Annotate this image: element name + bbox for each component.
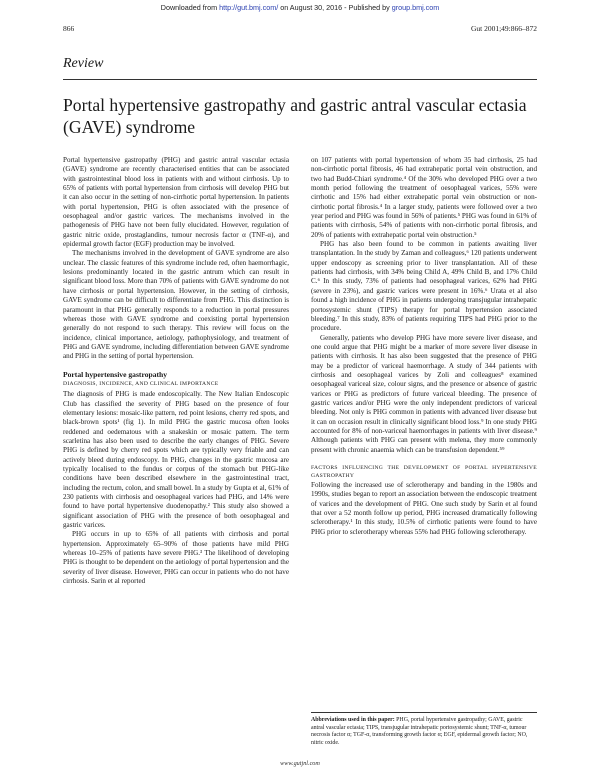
paragraph: on 107 patients with portal hypertension of whom 35 had cirrhosis, 25 had non-cirrhotic portal fibrosis, 46 had extrahepatic portal vein obstruction, and two had Budd-Chiari syndrome.⁴ Of the 30% who developed PHG over a two month period following the treatment of oesophageal varices, 55% were cirrhotic and 15% had either extrahepatic portal vein obstruction or non-cirrhotic portal fibrosis.⁴ In a larger study, patients were followed over a two year period and PHG was found in 56% of patients.⁵ PHG was found in 61% of patients with cirrhosis, 54% of patients with non-cirrhotic portal fibrosis, and 20% of patients with extrahepatic portal vein obstruction.⁵: [311, 156, 537, 239]
paragraph: PHG occurs in up to 65% of all patients with cirrhosis and portal hypertension. Approximately 65–90% of those patients have mild PHG whereas 10–25% of patients have severe PHG.³ The likelihood of developing PHG is thought to be dependent on the aetiology of portal hypertension and the severity of liver disease. However, PHG can occur in patients who do not have cirrhosis. Sarin et al reported: [63, 530, 289, 586]
publisher-link[interactable]: group.bmj.com: [391, 3, 440, 12]
footer-site[interactable]: www.gutjnl.com: [280, 760, 320, 767]
subsection-heading: FACTORS INFLUENCING THE DEVELOPMENT OF PORTAL HYPERTENSIVE GASTROPATHY: [311, 465, 537, 479]
article-title: Portal hypertensive gastropathy and gastric antral vascular ectasia (GAVE) syndrome: [63, 95, 527, 137]
section-heading: Portal hypertensive gastropathy: [63, 369, 168, 379]
paragraph: Generally, patients who develop PHG have more severe liver disease, and one could argue that PHG might be a marker of more severe liver disease in patients with cirrhosis. It has also been suggested that the presence of PHG may be a predictor of variceal haemorrhage. A study of 344 patients with cirrhosis and oesophageal varices by Zoli and colleagues⁸ examined oesophageal variceal size, colour signs, and the presence or absence of gastric varices or PHG as predictors of future variceal bleeding. The presence of gastric varices and/or PHG were the only independent predictors of variceal bleeding. Not only is PHG common in patients with advanced liver disease but it can on occasion result in clinically significant blood loss.⁹ In one study PHG accounted for 8% of non-variceal haemorrhages in patients with liver disease.⁹ Although patients with PHG can present with melena, they more commonly present with chronic anaemia which can be transfusion dependent.⁵⁹: [311, 333, 537, 454]
download-prefix: Downloaded from: [160, 3, 220, 12]
journal-citation: Gut 2001;49:866–872: [470, 24, 537, 33]
abbreviations-text: PHG, portal hypertensive gastropathy; GAVE, gastric antral vascular ectasia; TIPS, transjugular intrahepatic portosystemic shunt; TNF-α, tumour necrosis factor α; TGF-α, transforming growth factor α; EGF, epidermal growth factor; NO, nitric oxide.: [311, 717, 528, 747]
site-link[interactable]: http://gut.bmj.com/: [219, 3, 279, 12]
page-number: 866: [63, 24, 75, 33]
abbreviations-label: Abbreviations used in this paper:: [311, 717, 395, 723]
paragraph: Portal hypertensive gastropathy (PHG) and gastric antral vascular ectasia (GAVE) syndrome are recently characterised entities that can be associated with gastrointestinal blood loss in patients with and without cirrhosis. Up to 65% of patients with portal hypertension from cirrhosis will develop PHG but it can also occur in the setting of non-cirrhotic portal hypertension. In patients with portal hypertension, PHG is often associated with the presence of oesophageal and/or gastric varices. The mechanisms involved in the pathogenesis of PHG have not been fully elucidated. However, regulation of gastric nitric oxide, prostaglandins, tumour necrosis factor α (TNF-α), and epidermal growth factor (EGF) production may be involved.: [63, 156, 289, 249]
header-rule: [63, 79, 537, 80]
subsection-heading: DIAGNOSIS, INCIDENCE, AND CLINICAL IMPORTANCE: [63, 380, 219, 387]
section-label: Review: [63, 56, 104, 71]
abbreviations-box: [311, 712, 537, 748]
paragraph: The mechanisms involved in the development of GAVE syndrome are also unclear. The classic features of this syndrome include red, often haemorrhagic, lesions predominantly located in the gastric antrum which can result in significant blood loss. More than 70% of patients with GAVE syndrome do not have cirrhosis or portal hypertension. However, in the setting of cirrhosis, GAVE syndrome can be difficult to differentiate from PHG. This distinction is paramount in that PHG generally responds to a reduction in portal pressures whereas those with GAVE syndrome and coexisting portal hypertension generally do not respond to such therapy. This review will focus on the incidence, clinical importance, aetiology, pathophysiology, and treatment of PHG and GAVE syndrome, including differentiation between GAVE syndrome and PHG in the setting of portal hypertension.: [63, 249, 289, 361]
paragraph: PHG has also been found to be common in patients awaiting liver transplantation. In the study by Zaman and colleagues,⁶ 120 patients underwent upper endoscopy as screening prior to liver transplantation. All of these patients had cirrhosis, with 34% being Child A, 49% Child B, and 17% Child C.⁶ In this study, 73% of patients had oesophageal varices, 62% had PHG (severe in 23%), and gastric varices were present in 16%.⁶ Urata et al also found a high incidence of PHG in patients undergoing transjugular intrahepatic portosystemic shunt (TIPS) therapy for portal hypertension associated bleeding.⁷ In this study, 83% of patients requiring TIPS had PHG prior to the procedure.: [311, 240, 537, 333]
paragraph: The diagnosis of PHG is made endoscopically. The New Italian Endoscopic Club has classified the severity of PHG based on the presence of four elementary lesions: mosaic-like pattern, red point lesions, cherry red spots, and black-brown spots¹ (fig 1). In mild PHG the gastric mucosa often looks reddened and oedematous with a snakeskin or mosaic pattern. The term scarletina has also been used to describe the early changes of PHG. Severe PHG is defined by cherry red spots which are typically very friable and can actively bleed during endoscopy. In PHG, changes in the gastric mucosa are typically localised to the fundus or corpus of the stomach but PHG-like conditions have been described elsewhere in the gastrointestinal tract, including the rectum, colon, and small bowel. In a study by Gupta et al, 61% of 230 patients with cirrhosis and oesophageal varices had PHG, and 14% were found to have portal hypertensive duodenopathy.² This study also showed a significant association of PHG with the presence of both oesophageal and gastric varices.: [63, 390, 289, 530]
left-column: [63, 156, 289, 586]
paragraph: Following the increased use of sclerotherapy and banding in the 1980s and 1990s, studies began to report an association between the endoscopic treatment of varices and the development of PHG. One such study by Sarin et al found that over a 52 month follow up period, PHG increased dramatically following sclerotherapy.¹ In this study, 10.5% of cirrhotic patients were found to have PHG prior to sclerotherapy whereas 55% had PHG following sclerotherapy.: [311, 481, 537, 536]
download-notice: [0, 3, 600, 12]
right-column: [311, 156, 537, 537]
download-middle: on August 30, 2016 - Published by: [278, 3, 392, 12]
